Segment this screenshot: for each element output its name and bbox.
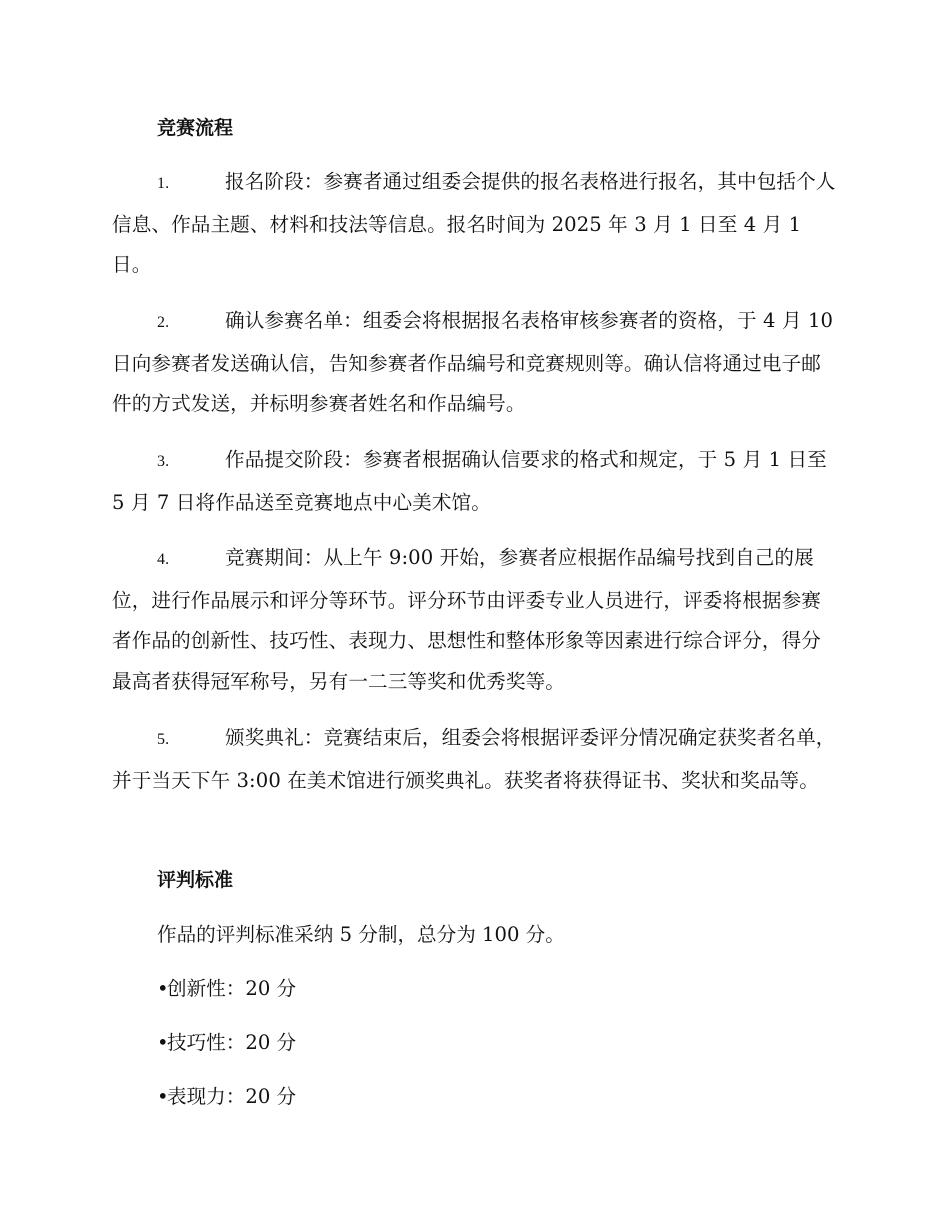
section-heading-process: 竞赛流程 <box>157 117 234 139</box>
process-step <box>112 301 838 425</box>
bullet-icon: • <box>157 1031 169 1054</box>
criteria-item <box>157 1023 296 1063</box>
process-step <box>112 162 838 286</box>
step-number: 3. <box>157 453 170 470</box>
criteria-item <box>157 1077 296 1117</box>
section-heading-criteria: 评判标准 <box>157 869 234 891</box>
bullet-icon: • <box>157 977 169 1000</box>
bullet-icon: • <box>157 1085 169 1108</box>
process-step <box>112 718 838 801</box>
criteria-item-text: 创新性：20 分 <box>167 977 297 1000</box>
step-number: 5. <box>157 731 170 748</box>
criteria-intro: 作品的评判标准采纳 5 分制，总分为 100 分。 <box>157 923 565 946</box>
criteria-item-text: 技巧性：20 分 <box>167 1031 297 1054</box>
criteria-item-text: 表现力：20 分 <box>167 1085 297 1108</box>
step-text: 颁奖典礼：竞赛结束后，组委会将根据评委评分情况确定获奖者名单，并于当天下午 3:00 在美术馆进行颁奖典礼。获奖者将获得证书、奖状和奖品等。 <box>112 726 836 792</box>
criteria-item <box>157 969 296 1009</box>
step-text: 报名阶段：参赛者通过组委会提供的报名表格进行报名，其中包括个人信息、作品主题、材料和技法等信息。报名时间为 2025 年 3 月 1 日至 4 月 1 日。 <box>112 170 836 276</box>
step-number: 2. <box>157 314 170 331</box>
step-text: 作品提交阶段：参赛者根据确认信要求的格式和规定，于 5 月 1 日至 5 月 7 日将作品送至竞赛地点中心美术馆。 <box>112 448 827 514</box>
step-number: 1. <box>157 175 170 192</box>
step-text: 竞赛期间：从上午 9:00 开始，参赛者应根据作品编号找到自己的展位，进行作品展示和评分等环节。评分环节由评委专业人员进行，评委将根据参赛者作品的创新性、技巧性、表现力、思想性和整体形象等因素进行综合评分，得分最高者获得冠军称号，另有一二三等奖和优秀奖等。 <box>112 546 821 693</box>
process-step <box>112 440 838 523</box>
process-step <box>112 538 838 702</box>
step-text: 确认参赛名单：组委会将根据报名表格审核参赛者的资格，于 4 月 10 日向参赛者发送确认信，告知参赛者作品编号和竞赛规则等。确认信将通过电子邮件的方式发送，并标明参赛者姓名和作品编号。 <box>112 309 834 415</box>
step-number: 4. <box>157 551 170 568</box>
